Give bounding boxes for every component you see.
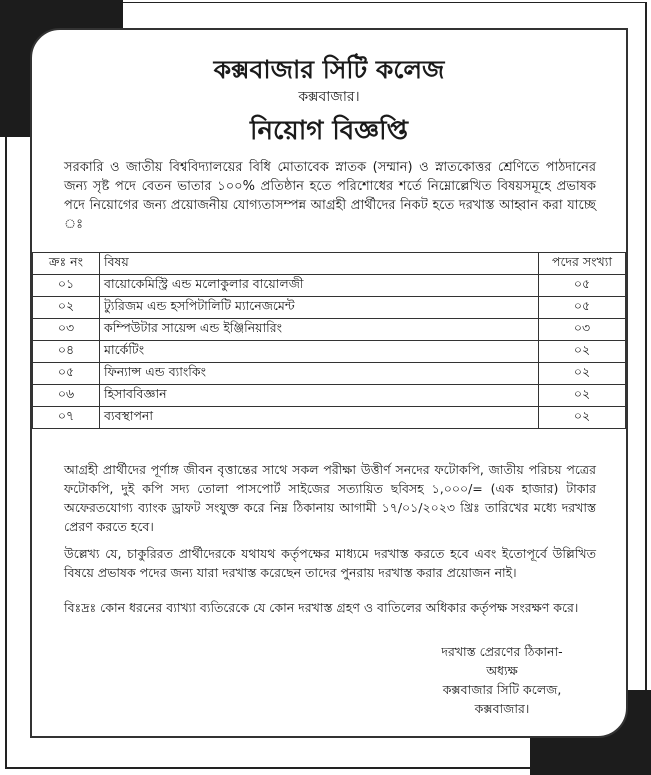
address-designation: অধ্যক্ষ	[486, 663, 518, 678]
address-block	[412, 642, 592, 718]
header-serial: ক্রঃ নং	[33, 253, 100, 275]
table-row	[33, 297, 626, 319]
posts: ০২	[539, 341, 626, 363]
header-posts: পদের সংখ্যা	[539, 253, 626, 275]
table-row	[33, 319, 626, 341]
table-row	[33, 385, 626, 407]
posts: ০৫	[539, 297, 626, 319]
posts: ০২	[539, 363, 626, 385]
posts: ০২	[539, 385, 626, 407]
subject: মার্কেটিং	[100, 341, 539, 363]
table-row	[33, 275, 626, 297]
serial: ০২	[33, 297, 100, 319]
serial: ০৬	[33, 385, 100, 407]
note-paragraph: উল্লেখ্য যে, চাকুরিরত প্রার্থীদেরকে যথাযথ কর্তৃপক্ষের মাধ্যমে দরখাস্ত করতে হবে এবং ইতোপূর্বে উল্লিখিত বিষয়ে প্রভাষক পদের জন্য যারা দরখাস্ত করেছেন তাদের পুনরায় দরখাস্ত করার প্রয়োজন নাই।	[64, 546, 596, 580]
table-row	[33, 407, 626, 429]
subject: কম্পিউটার সায়েন্স এন্ড ইঞ্জিনিয়ারিং	[100, 319, 539, 341]
subject: হিসাববিজ্ঞান	[100, 385, 539, 407]
serial: ০৪	[33, 341, 100, 363]
posts: ০৫	[539, 275, 626, 297]
posts: ০৩	[539, 319, 626, 341]
subject: ব্যবস্থাপনা	[100, 407, 539, 429]
notice-heading: নিয়োগ বিজ্ঞপ্তি	[250, 116, 408, 146]
vacancy-table	[32, 252, 626, 429]
address-institution: কক্সবাজার সিটি কলেজ,	[442, 682, 562, 697]
serial: ০৭	[33, 407, 100, 429]
disclaimer-paragraph: বিঃদ্রঃ কোন ধরনের ব্যাখ্যা ব্যতিরেকে যে কোন দরখাস্ত গ্রহণ ও বাতিলের অধিকার কর্তৃপক্ষ সংরক্ষণ করে।	[64, 600, 579, 615]
intro-paragraph: সরকারি ও জাতীয় বিশ্ববিদ্যালয়ের বিধি মোতাবেক স্নাতক (সম্মান) ও স্নাতকোত্তর শ্রেণিতে পাঠদানের জন্য সৃষ্ট পদে বেতন ভাতার ১০০% প্রতিষ্ঠান হতে পরিশোধের শর্তে নিম্নোল্লেখিত বিষয়সমূহে প্রভাষক পদে নিয়োগের জন্য প্রয়োজনীয় যোগ্যতাসম্পন্ন আগ্রহী প্রার্থীদের নিকট হতে দরখাস্ত আহ্বান করা যাচ্ছে ঃ	[64, 160, 596, 232]
address-label: দরখাস্ত প্রেরণের ঠিকানা-	[441, 644, 563, 659]
subject: বায়োকেমিস্ট্রি এন্ড মলোকুলার বায়োলজী	[100, 275, 539, 297]
college-location: কক্সবাজার।	[298, 89, 360, 105]
notice-box	[30, 28, 628, 738]
subject: ট্যুরিজম এন্ড হসপিটালিটি ম্যানেজমেন্ট	[100, 297, 539, 319]
table-row	[33, 341, 626, 363]
serial: ০৫	[33, 363, 100, 385]
header-subject: বিষয়	[100, 253, 539, 275]
table-row	[33, 363, 626, 385]
address-city: কক্সবাজার।	[474, 701, 530, 716]
college-name: কক্সবাজার সিটি কলেজ	[213, 55, 445, 84]
application-paragraph: আগ্রহী প্রার্থীদের পূর্ণাঙ্গ জীবন বৃত্তান্তের সাথে সকল পরীক্ষা উত্তীর্ণ সনদের ফটোকপি, জাতীয় পরিচয় পত্রের ফটোকপি, দুই কপি সদ্য তোলা পাসপোর্ট সাইজের সত্যায়িত ছবিসহ ১,০০০/= (এক হাজার) টাকার অফেরতযোগ্য ব্যাংক ড্রাফট সংযুক্ত করে নিম্ন ঠিকানায় আগামী ১৭/০১/২০২৩ খ্রিঃ তারিখের মধ্যে দরখাস্ত প্রেরণ করতে হবে।	[64, 462, 596, 534]
table-header	[33, 253, 626, 275]
subject: ফিন্যান্স এন্ড ব্যাংকিং	[100, 363, 539, 385]
serial: ০৩	[33, 319, 100, 341]
serial: ০১	[33, 275, 100, 297]
posts: ০২	[539, 407, 626, 429]
